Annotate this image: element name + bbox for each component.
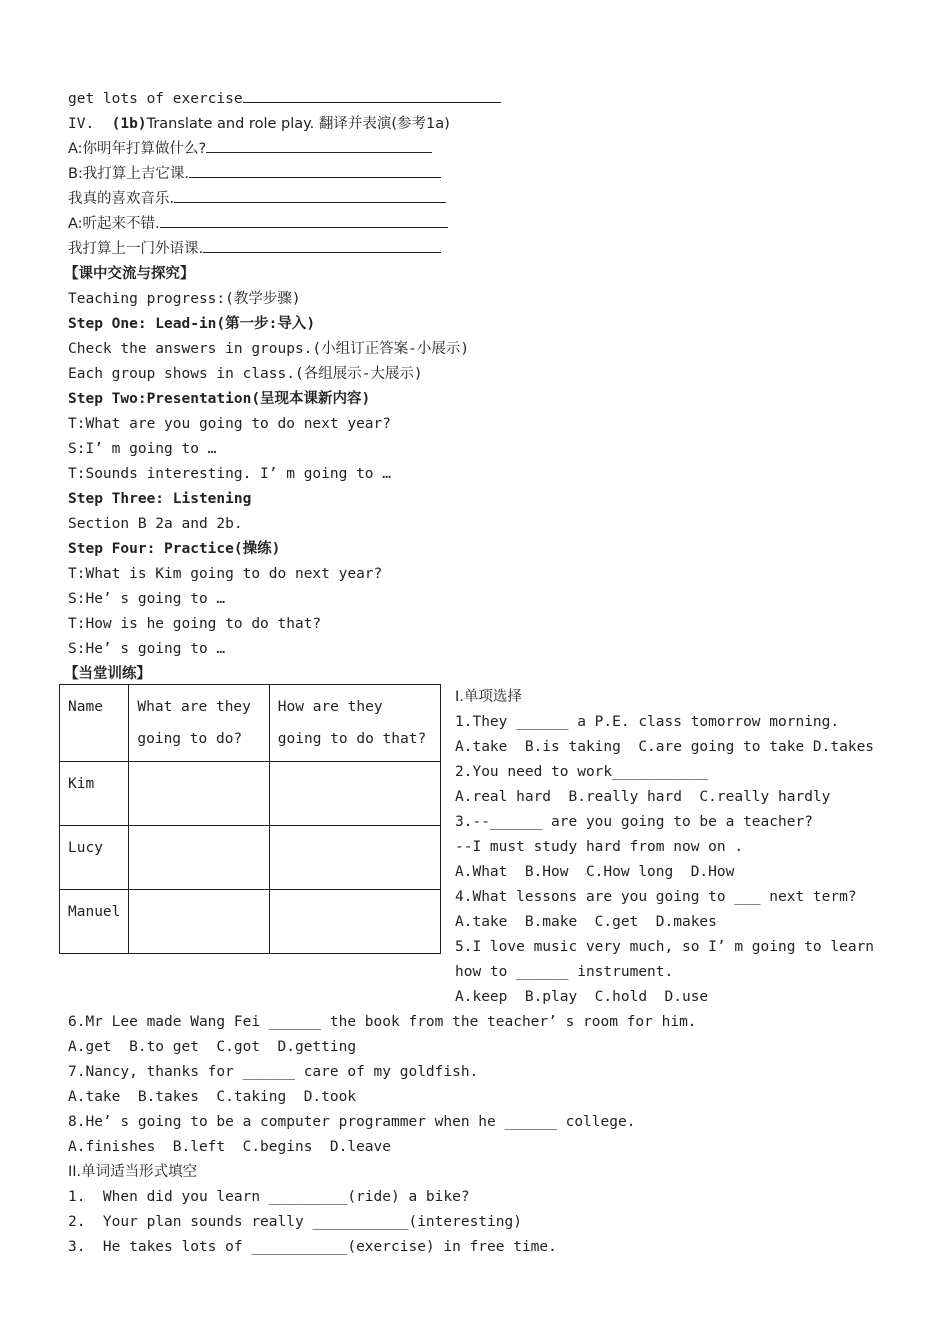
section-4-heading: IV. (1b)Translate and role play. 翻译并表演(参考1a) <box>68 116 450 132</box>
question-5: 5.I love music very much, so I’ m going to learn <box>455 939 875 955</box>
step-line: T:What is Kim going to do next year? <box>68 566 383 582</box>
header-name: Name <box>60 685 129 762</box>
step-line: S:He’ s going to … <box>68 591 226 607</box>
table-row <box>60 890 441 954</box>
explore-heading: 【课中交流与探究】 <box>64 266 195 282</box>
answer-blank[interactable] <box>243 88 501 103</box>
question-1-options: A.take B.is taking C.are going to take D.takes <box>455 739 875 755</box>
question-7: 7.Nancy, thanks for ______ care of my goldfish. <box>68 1064 479 1080</box>
step-line: Check the answers in groups.(小组订正答案-小展示) <box>68 341 470 357</box>
question-3-options: A.What B.How C.How long D.How <box>455 864 735 880</box>
table-row <box>60 826 441 890</box>
plan-table <box>59 684 441 954</box>
part1-title: I.单项选择 <box>455 689 522 705</box>
question-4-options: A.take B.make C.get D.makes <box>455 914 717 930</box>
row-name: Manuel <box>60 890 129 954</box>
question-2-options: A.real hard B.really hard C.really hardly <box>455 789 831 805</box>
answer-cell[interactable] <box>269 762 440 826</box>
question-1: 1.They ______ a P.E. class tomorrow morning. <box>455 714 840 730</box>
answer-cell[interactable] <box>269 826 440 890</box>
question-6-options: A.get B.to get C.got D.getting <box>68 1039 357 1055</box>
question-8-options: A.finishes B.left C.begins D.leave <box>68 1139 392 1155</box>
question-2: 2.You need to work___________ <box>455 764 709 780</box>
dialog-line: 我打算上一门外语课. <box>68 237 441 262</box>
header-how: How are they going to do that? <box>269 685 440 762</box>
dialog-line: A:你明年打算做什么? <box>68 137 432 162</box>
step-line: T:Sounds interesting. I’ m going to … <box>68 466 392 482</box>
step-one-heading: Step One: Lead-in(第一步:导入) <box>68 316 316 332</box>
answer-cell[interactable] <box>129 890 269 954</box>
step-line: S:He’ s going to … <box>68 641 226 657</box>
row-name: Kim <box>60 762 129 826</box>
question-6: 6.Mr Lee made Wang Fei ______ the book from the teacher’ s room for him. <box>68 1014 697 1030</box>
question-7-options: A.take B.takes C.taking D.took <box>68 1089 357 1105</box>
question-3-reply: --I must study hard from now on . <box>455 839 744 855</box>
fill-3: 3. He takes lots of ___________(exercise) in free time. <box>68 1239 557 1255</box>
step-two-heading: Step Two:Presentation(呈现本课新内容) <box>68 391 371 407</box>
dialog-line: 我真的喜欢音乐. <box>68 187 446 212</box>
question-8: 8.He’ s going to be a computer programmer when he ______ college. <box>68 1114 636 1130</box>
answer-cell[interactable] <box>129 762 269 826</box>
answer-cell[interactable] <box>129 826 269 890</box>
step-line: T:How is he going to do that? <box>68 616 322 632</box>
exercise-line: get lots of exercise <box>68 87 501 112</box>
fill-2: 2. Your plan sounds really ___________(interesting) <box>68 1214 522 1230</box>
question-5-options: A.keep B.play C.hold D.use <box>455 989 709 1005</box>
answer-blank[interactable] <box>189 163 441 178</box>
dialog-line: B:我打算上吉它课. <box>68 162 441 187</box>
dialog-line: A:听起来不错. <box>68 212 448 237</box>
answer-blank[interactable] <box>174 188 446 203</box>
training-heading: 【当堂训练】 <box>64 666 151 682</box>
question-3: 3.--______ are you going to be a teacher? <box>455 814 813 830</box>
step-line: Each group shows in class.(各组展示-大展示) <box>68 366 423 382</box>
fill-1: 1. When did you learn _________(ride) a bike? <box>68 1189 470 1205</box>
step-line: T:What are you going to do next year? <box>68 416 392 432</box>
answer-cell[interactable] <box>269 890 440 954</box>
question-4: 4.What lessons are you going to ___ next term? <box>455 889 857 905</box>
header-what: What are they going to do? <box>129 685 269 762</box>
answer-blank[interactable] <box>160 213 448 228</box>
row-name: Lucy <box>60 826 129 890</box>
question-5-cont: how to ______ instrument. <box>455 964 674 980</box>
part2-title: II.单词适当形式填空 <box>68 1164 198 1180</box>
answer-blank[interactable] <box>203 238 441 253</box>
answer-blank[interactable] <box>206 138 432 153</box>
step-line: S:I’ m going to … <box>68 441 217 457</box>
table-header-row <box>60 685 441 762</box>
table-row <box>60 762 441 826</box>
step-line: Section B 2a and 2b. <box>68 516 243 532</box>
teaching-progress: Teaching progress:(教学步骤) <box>68 291 301 307</box>
step-three-heading: Step Three: Listening <box>68 491 252 507</box>
step-four-heading: Step Four: Practice(操练) <box>68 541 281 557</box>
